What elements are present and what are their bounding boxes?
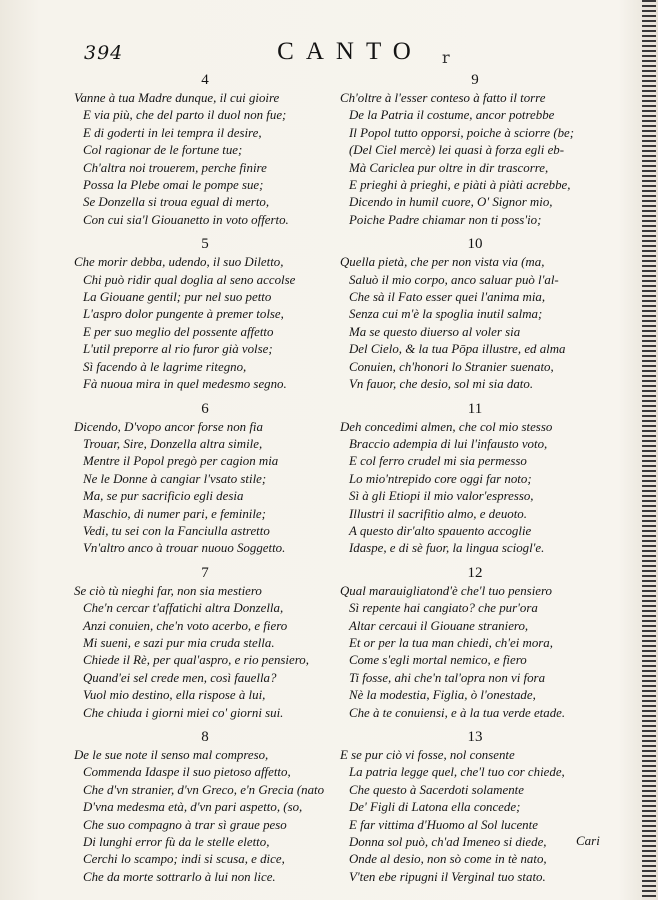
stanza [74, 729, 336, 886]
page-mark: r [442, 48, 450, 67]
verse-line: Ma, se pur sacrificio egli desia [83, 489, 244, 504]
stanza-number: 6 [201, 400, 209, 417]
stanza-number: 11 [467, 400, 483, 417]
verse-line: L'util preporre al rio furor già volse; [83, 342, 273, 357]
verse-line: Nè la modestia, Figlia, ò l'onestade, [349, 688, 536, 703]
verse-line: Conuien, ch'honori lo Stranier suenato, [349, 359, 554, 374]
stanza [340, 565, 610, 722]
verse-line: Sì repente hai cangiato? che pur'ora [349, 601, 538, 616]
verse-line: E se pur ciò vi fosse, nol consente [340, 748, 515, 762]
verse-line: Che d'vn stranier, d'vn Greco, e'n Grecia (nato [83, 782, 325, 797]
verse-line: Commenda Idaspe il suo pietoso affetto, [83, 765, 291, 780]
verse-line: (Del Ciel mercè) lei quasi à forza egli eb- [349, 143, 565, 158]
verse-line: Deh concedimi almen, che col mio stesso [340, 419, 553, 434]
verse-line: Che à te conuiensi, e à la tua verde etade. [349, 705, 566, 720]
verse-line: Vedi, tu sei con la Fanciulla astretto [83, 523, 270, 538]
verse-line: De la Patria il costume, ancor potrebbe [349, 108, 555, 123]
verse-line: L'aspro dolor pungente à premer tolse, [83, 307, 284, 322]
stanza [74, 236, 336, 393]
verse-line: Senza cui m'è la spoglia inutil salma; [349, 307, 543, 322]
running-title: CANTO [277, 38, 423, 65]
verse-line: Col ragionar de le fortune tue; [83, 143, 243, 158]
verse-line: La Giouane gentil; pur nel suo petto [83, 290, 272, 305]
verse-line: Ch'altra noi trouerem, perche finire [83, 160, 267, 175]
verse-line: De le sue note il senso mal compreso, [74, 748, 269, 762]
stanza-number: 10 [467, 236, 483, 253]
verse-line: E per suo meglio del possente affetto [83, 324, 274, 339]
verse-line: Il Popol tutto opporsi, poiche à sciorre (be; [349, 125, 575, 140]
stanza-number: 7 [201, 564, 209, 581]
verse-line: Onde al desio, non sò come in tè nato, [349, 852, 547, 867]
verse-line: Chiede il Rè, per qual'aspro, e rio pensiero, [83, 653, 309, 668]
verse-line: Cerchi lo scampo; indi si scusa, e dice, [83, 852, 285, 867]
verse-line: Illustri il sacrifitio almo, e deuoto. [349, 506, 527, 521]
stanza-number: 13 [467, 729, 483, 745]
verse-line: D'vna medesma età, d'vn pari aspetto, (so, [83, 800, 303, 815]
verse-line: Mentre il Popol pregò per cagion mia [83, 454, 279, 469]
stanza-number: 5 [201, 236, 209, 253]
verse-line: Sì facendo à le lagrime ritegno, [83, 359, 247, 374]
verse-line: Vn'altro anco à trouar nuouo Soggetto. [83, 541, 286, 556]
verse-line: Che'n cercar t'affatichi altra Donzella, [83, 601, 284, 616]
verse-line: Braccio adempia di lui l'infausto voto, [349, 436, 548, 451]
stanza-number: 12 [467, 564, 483, 581]
stanza-number: 8 [201, 729, 209, 745]
verse-line: Donna sol può, ch'ad Imeneo si diede, [349, 835, 547, 850]
verse-line: Vuol mio destino, ella rispose à lui, [83, 688, 266, 703]
verse-line: E col ferro crudel mi sia permesso [349, 454, 527, 469]
verse-line: Dicendo, D'vopo ancor forse non fia [74, 419, 263, 434]
page-header [70, 38, 630, 72]
verse-line: Ch'oltre à l'esser conteso à fatto il torre [340, 91, 546, 105]
verse-line: Se Donzella si troua egual di merto, [83, 195, 270, 210]
verse-line: Altar cercaui il Giouane straniero, [349, 618, 529, 633]
verse-line: La patria legge quel, che'l tuo cor chiede, [349, 765, 565, 780]
verse-line: Ne le Donne à cangiar l'vsato stile; [83, 471, 267, 486]
stanza [74, 72, 336, 229]
verse-line: Che suo compagno à trar sì graue peso [83, 817, 287, 832]
verse-line: E di goderti in lei tempra il desire, [83, 125, 262, 140]
stanza [340, 401, 610, 558]
verse-line: Saluò il mio corpo, anco saluar può l'al- [349, 272, 559, 287]
stanza-number: 4 [201, 72, 209, 88]
verse-line: Che questo à Sacerdoti solamente [349, 782, 524, 797]
verse-line: Ti fosse, ahi che'n tal'opra non vi fora [349, 670, 546, 685]
verse-line: Et or per la tua man chiedi, ch'ei mora, [349, 635, 553, 650]
verse-line: V'ten ebe ripugni il Verginal tuo stato. [349, 869, 546, 884]
verse-line: E via più, che del parto il duol non fue; [83, 108, 287, 123]
stanza [74, 565, 336, 722]
left-column [74, 72, 336, 893]
page-number: 394 [84, 42, 124, 64]
verse-line: Vanne à tua Madre dunque, il cui gioire [74, 91, 280, 105]
stanza [340, 236, 610, 393]
verse-line: Mà Cariclea pur oltre in dir trascorre, [349, 160, 549, 175]
verse-line: E prieghi à prieghi, e piàti à piàti acrebbe, [349, 178, 571, 193]
verse-line: Quella pietà, che per non vista via (ma, [340, 255, 545, 270]
page-edge [642, 0, 656, 900]
verse-line: Sì à gli Etiopi il mio valor'espresso, [349, 489, 534, 504]
verse-line: Qual marauigliatond'è che'l tuo pensiero [340, 583, 552, 598]
verse-line: De' Figli di Latona ella concede; [349, 800, 521, 815]
verse-line: A questo dir'alto spauento accoglie [349, 523, 532, 538]
verse-line: Che morir debba, udendo, il suo Diletto, [74, 255, 284, 270]
verse-line: Del Cielo, & la tua Pōpa illustre, ed alma [349, 342, 566, 357]
catchword: Cari [576, 833, 600, 848]
verse-line: Se ciò tù nieghi far, non sia mestiero [74, 583, 262, 598]
verse-line: Ma se questo diuerso al voler sia [349, 324, 521, 339]
verse-line: Che sà il Fato esser quei l'anima mia, [349, 290, 546, 305]
verse-line: Di lunghi error fù da le stelle eletto, [83, 835, 270, 850]
verse-line: Trouar, Sire, Donzella altra simile, [83, 436, 263, 451]
verse-line: Fà nuoua mira in quel medesmo segno. [83, 377, 287, 392]
verse-line: Lo mio'ntrepido core oggi far noto; [349, 471, 532, 486]
verse-line: Anzi conuien, che'n voto acerbo, e fiero [83, 618, 288, 633]
verse-line: Possa la Plebe omai le pompe sue; [83, 178, 264, 193]
verse-line: Come s'egli mortal nemico, e fiero [349, 653, 527, 668]
verse-line: Mi sueni, e sazi pur mia cruda stella. [83, 635, 275, 650]
verse-line: Idaspe, e di sè fuor, la lingua sciogl'e. [349, 541, 545, 556]
verse-line: Poiche Padre chiamar non ti poss'io; [349, 212, 542, 227]
verse-line: Che da morte sottrarlo à lui non lice. [83, 869, 276, 884]
stanza [74, 401, 336, 558]
verse-line: Chi può ridir qual doglia al seno accolse [83, 272, 296, 287]
verse-line: Maschio, di numer pari, e feminile; [83, 506, 266, 521]
verse-line: Che chiuda i giorni miei co' giorni sui. [83, 705, 284, 720]
stanza-number: 9 [471, 72, 479, 88]
stanza [340, 72, 610, 229]
verse-line: Vn fauor, che desio, sol mi sia dato. [349, 377, 534, 392]
verse-line: E far vittima d'Huomo al Sol lucente [349, 817, 538, 832]
right-column [340, 72, 610, 893]
stanza [340, 729, 610, 886]
verse-line: Quand'ei sel crede men, così fauella? [83, 670, 277, 685]
verse-line: Dicendo in humil cuore, O' Signor mio, [349, 195, 553, 210]
verse-line: Con cui sia'l Giouanetto in voto offerto. [83, 212, 289, 227]
